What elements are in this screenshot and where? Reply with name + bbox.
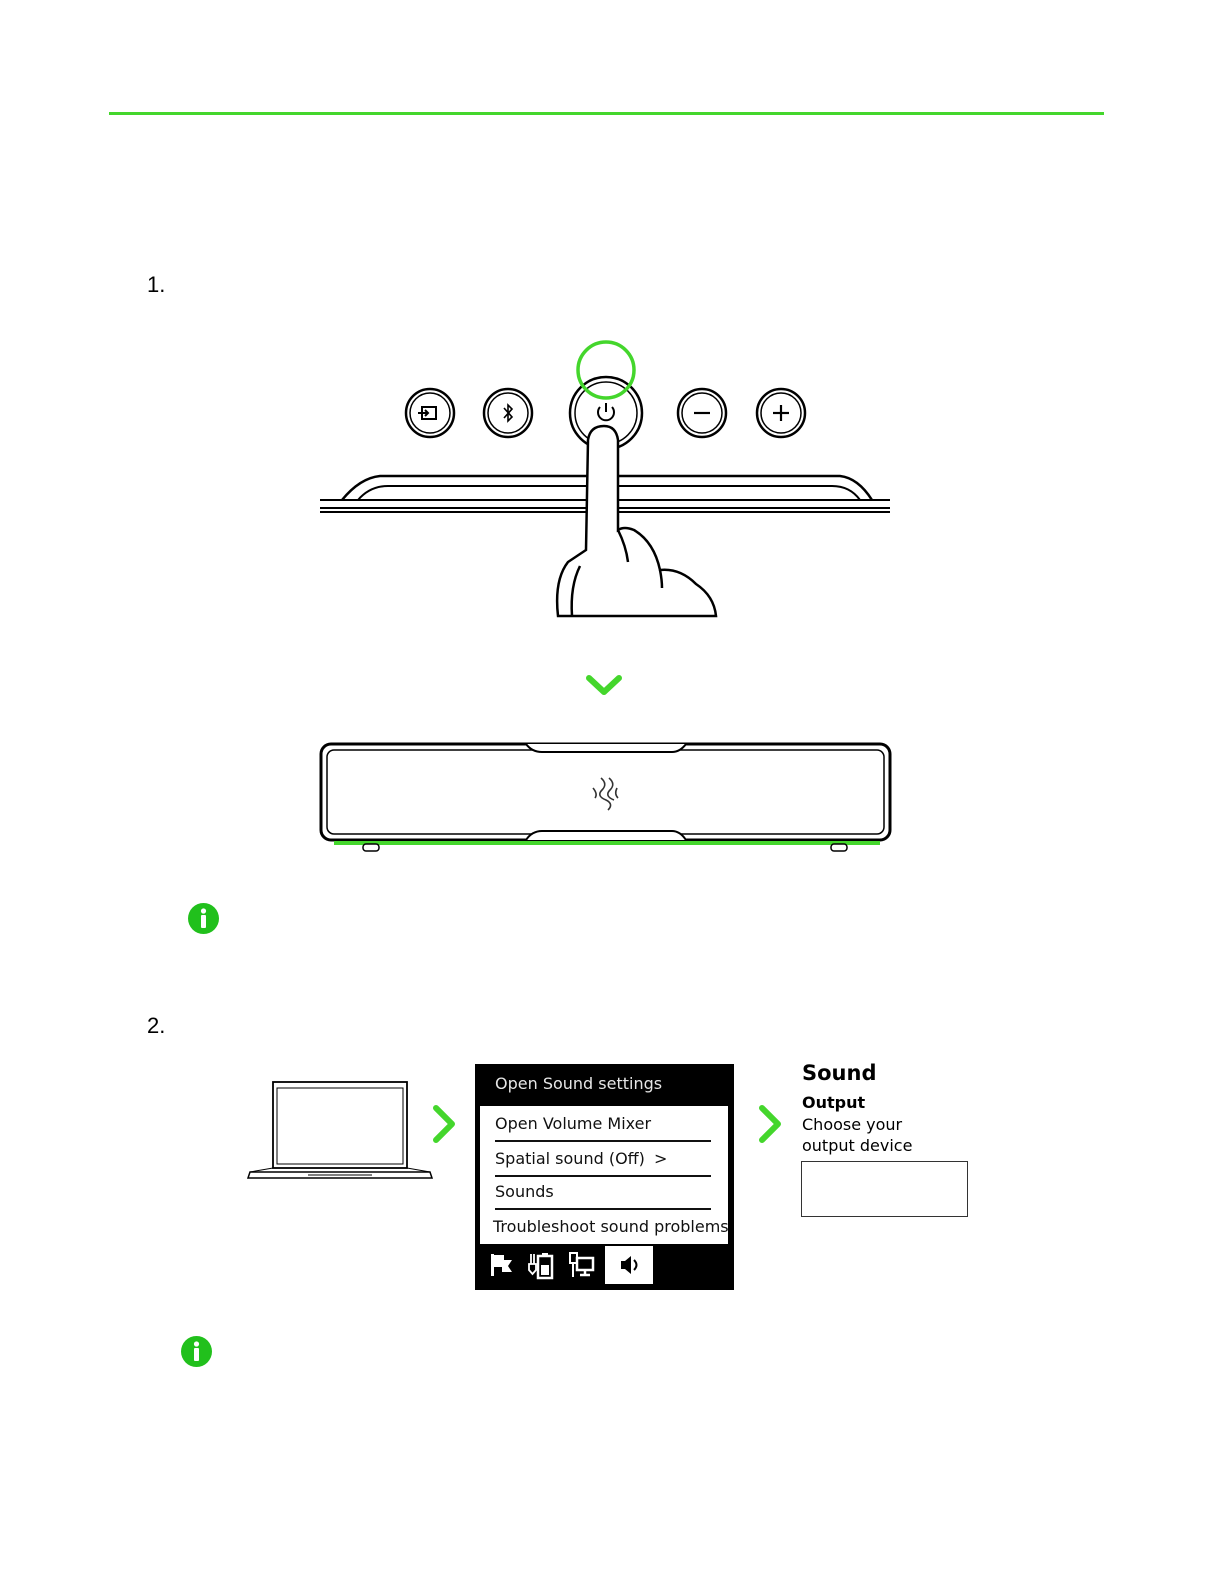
input-source-icon xyxy=(406,389,454,437)
soundbar-front-illustration xyxy=(318,742,893,854)
menu-item-volume-mixer[interactable]: Open Volume Mixer xyxy=(495,1114,652,1133)
menu-item-label: Spatial sound (Off) xyxy=(495,1149,645,1168)
battery-icon xyxy=(527,1250,557,1280)
chevron-right-icon: > xyxy=(654,1149,668,1168)
chevron-down-icon xyxy=(585,672,623,698)
volume-down-icon xyxy=(678,389,726,437)
network-icon xyxy=(567,1250,597,1280)
step-2-number: 2. xyxy=(147,1013,166,1038)
output-device-dropdown[interactable] xyxy=(801,1161,968,1217)
chevron-right-icon xyxy=(430,1104,458,1144)
volume-up-icon xyxy=(757,389,805,437)
header-rule xyxy=(109,112,1104,115)
sound-context-menu xyxy=(475,1064,734,1290)
menu-item-troubleshoot[interactable]: Troubleshoot sound problems xyxy=(493,1217,729,1236)
output-section-label: Output xyxy=(802,1093,866,1112)
step-1-number: 1. xyxy=(147,272,166,297)
flag-icon xyxy=(487,1250,517,1280)
chevron-right-icon xyxy=(756,1104,784,1144)
soundbar-controls-illustration xyxy=(310,330,910,630)
info-icon xyxy=(187,902,220,935)
menu-item-sounds[interactable]: Sounds xyxy=(495,1182,554,1201)
hand-pressing-icon xyxy=(557,426,716,616)
menu-header[interactable]: Open Sound settings xyxy=(495,1074,663,1093)
laptop-icon xyxy=(246,1080,434,1184)
bluetooth-icon xyxy=(484,389,532,437)
output-description: Choose your output device xyxy=(802,1115,913,1155)
info-icon xyxy=(180,1335,213,1368)
sound-settings-title: Sound xyxy=(802,1061,877,1085)
speaker-icon[interactable] xyxy=(615,1250,645,1280)
menu-item-spatial-sound[interactable] xyxy=(495,1149,667,1168)
